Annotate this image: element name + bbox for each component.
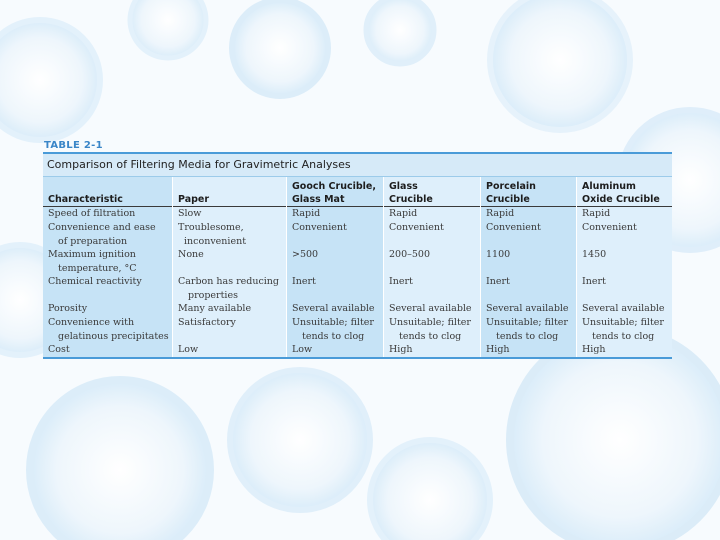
cell-text: Troublesome, (178, 222, 244, 233)
cell-text: tends to clog (302, 330, 365, 342)
column-porcelain-crucible (480, 177, 576, 357)
filter-media-table (43, 139, 672, 359)
cell-text: 1450 (582, 249, 607, 260)
cell-text: Satisfactory (178, 317, 236, 328)
table-cell (481, 221, 576, 248)
cell-text: 1100 (486, 249, 511, 260)
cell-text: tends to clog (496, 330, 559, 342)
table-cell (577, 207, 672, 221)
header-line: Characteristic (48, 194, 123, 205)
column-header (173, 177, 286, 207)
cell-text: Convenient (292, 222, 347, 233)
table-cell (577, 248, 672, 275)
column-header (43, 177, 172, 207)
table-cell (43, 316, 172, 343)
header-line: Oxide Crucible (582, 194, 660, 205)
cell-text: Chemical reactivity (48, 276, 142, 287)
table-cell (287, 302, 383, 316)
cell-text: High (486, 344, 510, 355)
cell-text: Carbon has reducing (178, 276, 280, 287)
column-header (384, 177, 480, 207)
cell-text: Convenient (389, 222, 444, 233)
table-cell (43, 302, 172, 316)
column-header (287, 177, 383, 207)
table-cell (287, 221, 383, 248)
table-cell (43, 207, 172, 221)
header-line: Crucible (389, 194, 433, 205)
cell-text: tends to clog (592, 330, 655, 342)
table-number: TABLE 2-1 (44, 140, 103, 151)
column-header (481, 177, 576, 207)
table-cell (384, 248, 480, 275)
header-line (48, 180, 169, 193)
cell-text: Rapid (486, 208, 515, 219)
table-cell (43, 275, 172, 302)
cell-text: Several available (582, 303, 665, 314)
table-cell (384, 221, 480, 248)
cell-text: High (389, 344, 413, 355)
header-line: Porcelain (486, 181, 536, 192)
table-cell (173, 302, 286, 316)
table-cell (481, 302, 576, 316)
header-line: Paper (178, 194, 210, 205)
header-line: Aluminum (582, 181, 636, 192)
cell-text: of preparation (58, 235, 128, 247)
table-cell (287, 316, 383, 343)
cell-text: Inert (582, 276, 606, 287)
cell-text: >500 (292, 249, 319, 260)
table-cell (173, 207, 286, 221)
header-line: Glass (389, 181, 418, 192)
cell-text: Low (292, 344, 313, 355)
cell-text: Several available (292, 303, 375, 314)
table-cell (481, 275, 576, 302)
table-cell (384, 343, 480, 357)
cell-text: Convenience with (48, 317, 135, 328)
table-grid (43, 177, 672, 357)
cell-text: Unsuitable; filter (486, 317, 568, 328)
column-header (577, 177, 672, 207)
table-cell (173, 343, 286, 357)
table-cell (43, 221, 172, 248)
cell-text: Several available (486, 303, 569, 314)
cell-text: Low (178, 344, 199, 355)
table-cell (577, 316, 672, 343)
column-gooch-crucible (286, 177, 383, 357)
table-cell (384, 302, 480, 316)
cell-text: High (582, 344, 606, 355)
table-cell (287, 343, 383, 357)
column-aluminum-oxide-crucible (576, 177, 672, 357)
cell-text: Maximum ignition (48, 249, 136, 260)
table-cell (384, 316, 480, 343)
table-cell (577, 221, 672, 248)
cell-text: temperature, °C (58, 262, 137, 274)
table-cell (481, 343, 576, 357)
table-cell (173, 275, 286, 302)
cell-text: Porosity (48, 303, 88, 314)
table-caption: Comparison of Filtering Media for Gravimetric Analyses (43, 154, 672, 176)
column-characteristic (43, 177, 172, 357)
cell-text: Convenience and ease (48, 222, 156, 233)
cell-text: Slow (178, 208, 202, 219)
table-cell (577, 343, 672, 357)
cell-text: Rapid (292, 208, 321, 219)
header-line: Glass Mat (292, 194, 345, 205)
cell-text: inconvenient (184, 235, 247, 247)
cell-text: 200–500 (389, 249, 431, 260)
table-cell (481, 248, 576, 275)
table-cell (577, 275, 672, 302)
cell-text: Unsuitable; filter (389, 317, 471, 328)
cell-text: Unsuitable; filter (582, 317, 664, 328)
table-cell (287, 207, 383, 221)
cell-text: Several available (389, 303, 472, 314)
header-line: Gooch Crucible, (292, 181, 376, 192)
header-line: Crucible (486, 194, 530, 205)
column-glass-crucible (383, 177, 480, 357)
table-cell (173, 221, 286, 248)
header-line (178, 180, 283, 193)
cell-text: Rapid (582, 208, 611, 219)
table-cell (43, 248, 172, 275)
cell-text: None (178, 249, 204, 260)
cell-text: tends to clog (399, 330, 462, 342)
cell-text: properties (188, 289, 238, 301)
cell-text: Rapid (389, 208, 418, 219)
cell-text: Speed of filtration (48, 208, 136, 219)
table-cell (481, 316, 576, 343)
table-cell (287, 275, 383, 302)
cell-text: Inert (389, 276, 413, 287)
cell-text: Many available (178, 303, 252, 314)
cell-text: Unsuitable; filter (292, 317, 374, 328)
table-cell (43, 343, 172, 357)
table-cell (173, 248, 286, 275)
table-cell (384, 207, 480, 221)
cell-text: Inert (292, 276, 316, 287)
cell-text: gelatinous precipitates (58, 330, 169, 342)
column-paper (172, 177, 286, 357)
cell-text: Convenient (486, 222, 541, 233)
table-bottom-rule (43, 357, 672, 359)
cell-text: Convenient (582, 222, 637, 233)
table-cell (384, 275, 480, 302)
table-cell (577, 302, 672, 316)
cell-text: Cost (48, 344, 70, 355)
table-cell (173, 316, 286, 343)
cell-text: Inert (486, 276, 510, 287)
table-cell (287, 248, 383, 275)
table-cell (481, 207, 576, 221)
